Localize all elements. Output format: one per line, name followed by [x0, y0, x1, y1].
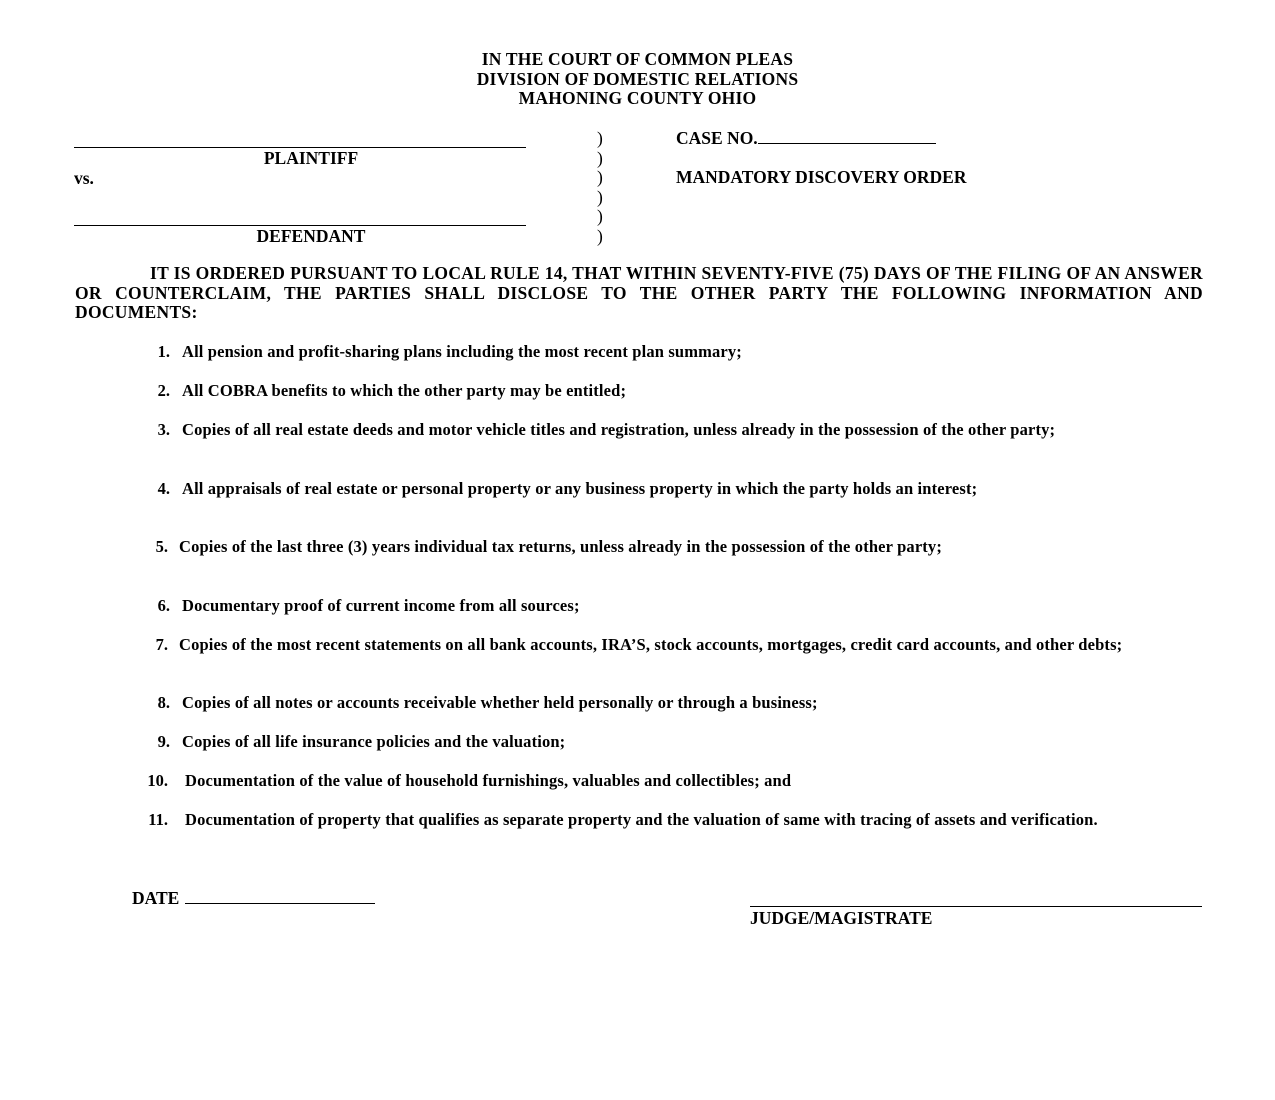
date-block [132, 888, 375, 909]
caption-paren: ) [597, 128, 603, 148]
item-text: Documentation of the value of household furnishings, valuables and collectibles; and [185, 771, 792, 790]
item-text: Copies of the last three (3) years individual tax returns, unless already in the possession of the other party; [179, 537, 942, 556]
caption-paren: ) [597, 167, 603, 187]
item-text: Documentation of property that qualifies as separate property and the valuation of same with tracing of assets and verification. [185, 810, 1098, 829]
item-number: 10. [147, 771, 168, 790]
case-number [676, 128, 936, 149]
plaintiff-label: PLAINTIFF [263, 148, 359, 168]
court-header [0, 50, 1275, 109]
item-text: Documentary proof of current income from all sources; [182, 596, 580, 615]
caption-paren: ) [597, 186, 603, 207]
item-text: All appraisals of real estate or personal property or any business property in which the party holds an interest; [182, 479, 978, 498]
versus-label: vs. [74, 168, 94, 188]
court-division: DIVISION OF DOMESTIC RELATIONS [476, 68, 799, 89]
case-number-field[interactable] [758, 129, 936, 144]
defendant-label: DEFENDANT [256, 226, 366, 246]
court-county: MAHONING COUNTY OHIO [518, 88, 757, 108]
item-text: All pension and profit-sharing plans including the most recent plan summary; [182, 342, 742, 361]
item-text: Copies of all life insurance policies and the valuation; [182, 732, 566, 751]
item-number: 7. [155, 635, 168, 654]
item-text: Copies of all real estate deeds and motor vehicle titles and registration, unless already in the possession of the other party; [182, 420, 1056, 439]
item-text: Copies of the most recent statements on all bank accounts, IRA’S, stock accounts, mortgages, credit card accounts, and other debts; [179, 635, 1123, 654]
item-number: 3. [157, 420, 170, 439]
judge-signature-line[interactable] [750, 906, 1202, 907]
item-number: 8. [157, 693, 170, 712]
order-title: MANDATORY DISCOVERY ORDER [676, 167, 967, 187]
caption-paren: ) [597, 206, 603, 226]
date-field[interactable] [185, 889, 375, 904]
court-name: IN THE COURT OF COMMON PLEAS [481, 49, 794, 69]
item-number: 6. [157, 596, 170, 615]
item-number: 5. [155, 537, 168, 556]
date-label: DATE [132, 888, 180, 908]
item-text: Copies of all notes or accounts receivable whether held personally or through a business; [182, 693, 818, 712]
caption-paren: ) [597, 225, 603, 246]
order-intro: IT IS ORDERED PURSUANT TO LOCAL RULE 14, THAT WITHIN SEVENTY-FIVE (75) DAYS OF THE FILING OF AN ANSWER OR COUNTERCLAIM, THE PARTIES SHALL DISCLOSE TO THE OTHER PARTY THE FOLLOWING INFORMATION AND DOCUMENTS: [75, 263, 1203, 322]
caption-paren: ) [597, 147, 603, 168]
case-number-label: CASE NO. [676, 128, 758, 148]
item-number: 1. [157, 342, 170, 361]
item-number: 2. [157, 381, 170, 400]
item-number: 11. [148, 810, 168, 829]
item-number: 4. [157, 479, 170, 498]
item-number: 9. [157, 732, 170, 751]
judge-label: JUDGE/MAGISTRATE [750, 908, 933, 928]
item-text: All COBRA benefits to which the other party may be entitled; [182, 381, 627, 400]
